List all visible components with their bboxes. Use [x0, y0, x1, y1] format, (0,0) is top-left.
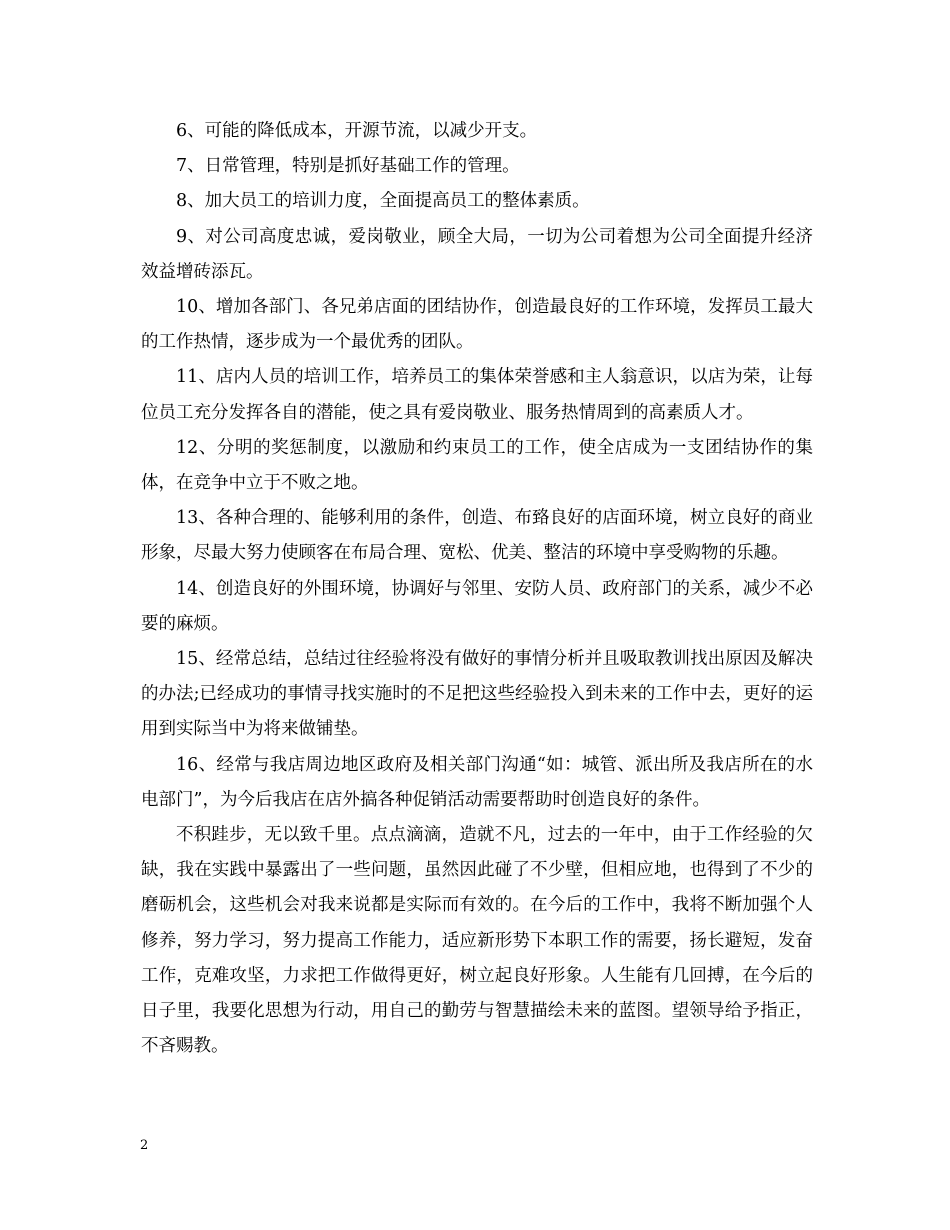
paragraph-item-12: 12、分明的奖惩制度，以激励和约束员工的工作，使全店成为一支团结协作的集体，在竞争中立于不败之地。	[141, 437, 813, 494]
document-body	[141, 114, 813, 1064]
paragraph-item-14: 14、创造良好的外围环境，协调好与邻里、安防人员、政府部门的关系，减少不必要的麻烦。	[141, 578, 813, 634]
paragraph-item-16: 16、经常与我店周边地区政府及相关部门沟通“如：城管、派出所及我店所在的水电部门”，为今后我店在店外搞各种促销活动需要帮助时创造良好的条件。	[141, 754, 813, 810]
paragraph-item-11: 11、店内人员的培训工作，培养员工的集体荣誉感和主人翁意识，以店为荣，让每位员工充分发挥各自的潜能，使之具有爱岗敬业、服务热情周到的高素质人才。	[141, 367, 813, 423]
closing-paragraph: 不积跬步，无以致千里。点点滴滴，造就不凡，过去的一年中，由于工作经验的欠缺，我在实践中暴露出了一些问题，虽然因此碰了不少壁，但相应地，也得到了不少的磨砺机会，这些机会对我来说都是实际而有效的。在今后的工作中，我将不断加强个人修养，努力学习，努力提高工作能力，适应新形势下本职工作的需要，扬长避短，发奋工作，克难攻坚，力求把工作做得更好，树立起良好形象。人生能有几回搏，在今后的日子里，我要化思想为行动，用自己的勤劳与智慧描绘未来的蓝图。望领导给予指正，不吝赐教。	[141, 825, 813, 1057]
paragraph-item-6: 6、可能的降低成本，开源节流，以减少开支。	[176, 121, 538, 141]
page-number: 2	[140, 1138, 149, 1153]
paragraph-item-15: 15、经常总结，总结过往经验将没有做好的事情分析并且吸取教训找出原因及解决的办法;已经成功的事情寻找实施时的不足把这些经验投入到未来的工作中去，更好的运用到实际当中为将来做铺垫。	[141, 649, 813, 740]
paragraph-item-13: 13、各种合理的、能够利用的条件，创造、布臵良好的店面环境，树立良好的商业形象，尽最大努力使顾客在布局合理、宽松、优美、整洁的环境中享受购物的乐趣。	[141, 508, 813, 564]
paragraph-item-10: 10、增加各部门、各兄弟店面的团结协作，创造最良好的工作环境，发挥员工最大的工作热情，逐步成为一个最优秀的团队。	[141, 297, 813, 353]
paragraph-item-9: 9、对公司高度忠诚，爱岗敬业，顾全大局，一切为公司着想为公司全面提升经济效益增砖添瓦。	[141, 226, 813, 282]
paragraph-item-8: 8、加大员工的培训力度，全面提高员工的整体素质。	[176, 191, 590, 212]
paragraph-item-7: 7、日常管理，特别是抓好基础工作的管理。	[176, 156, 520, 177]
